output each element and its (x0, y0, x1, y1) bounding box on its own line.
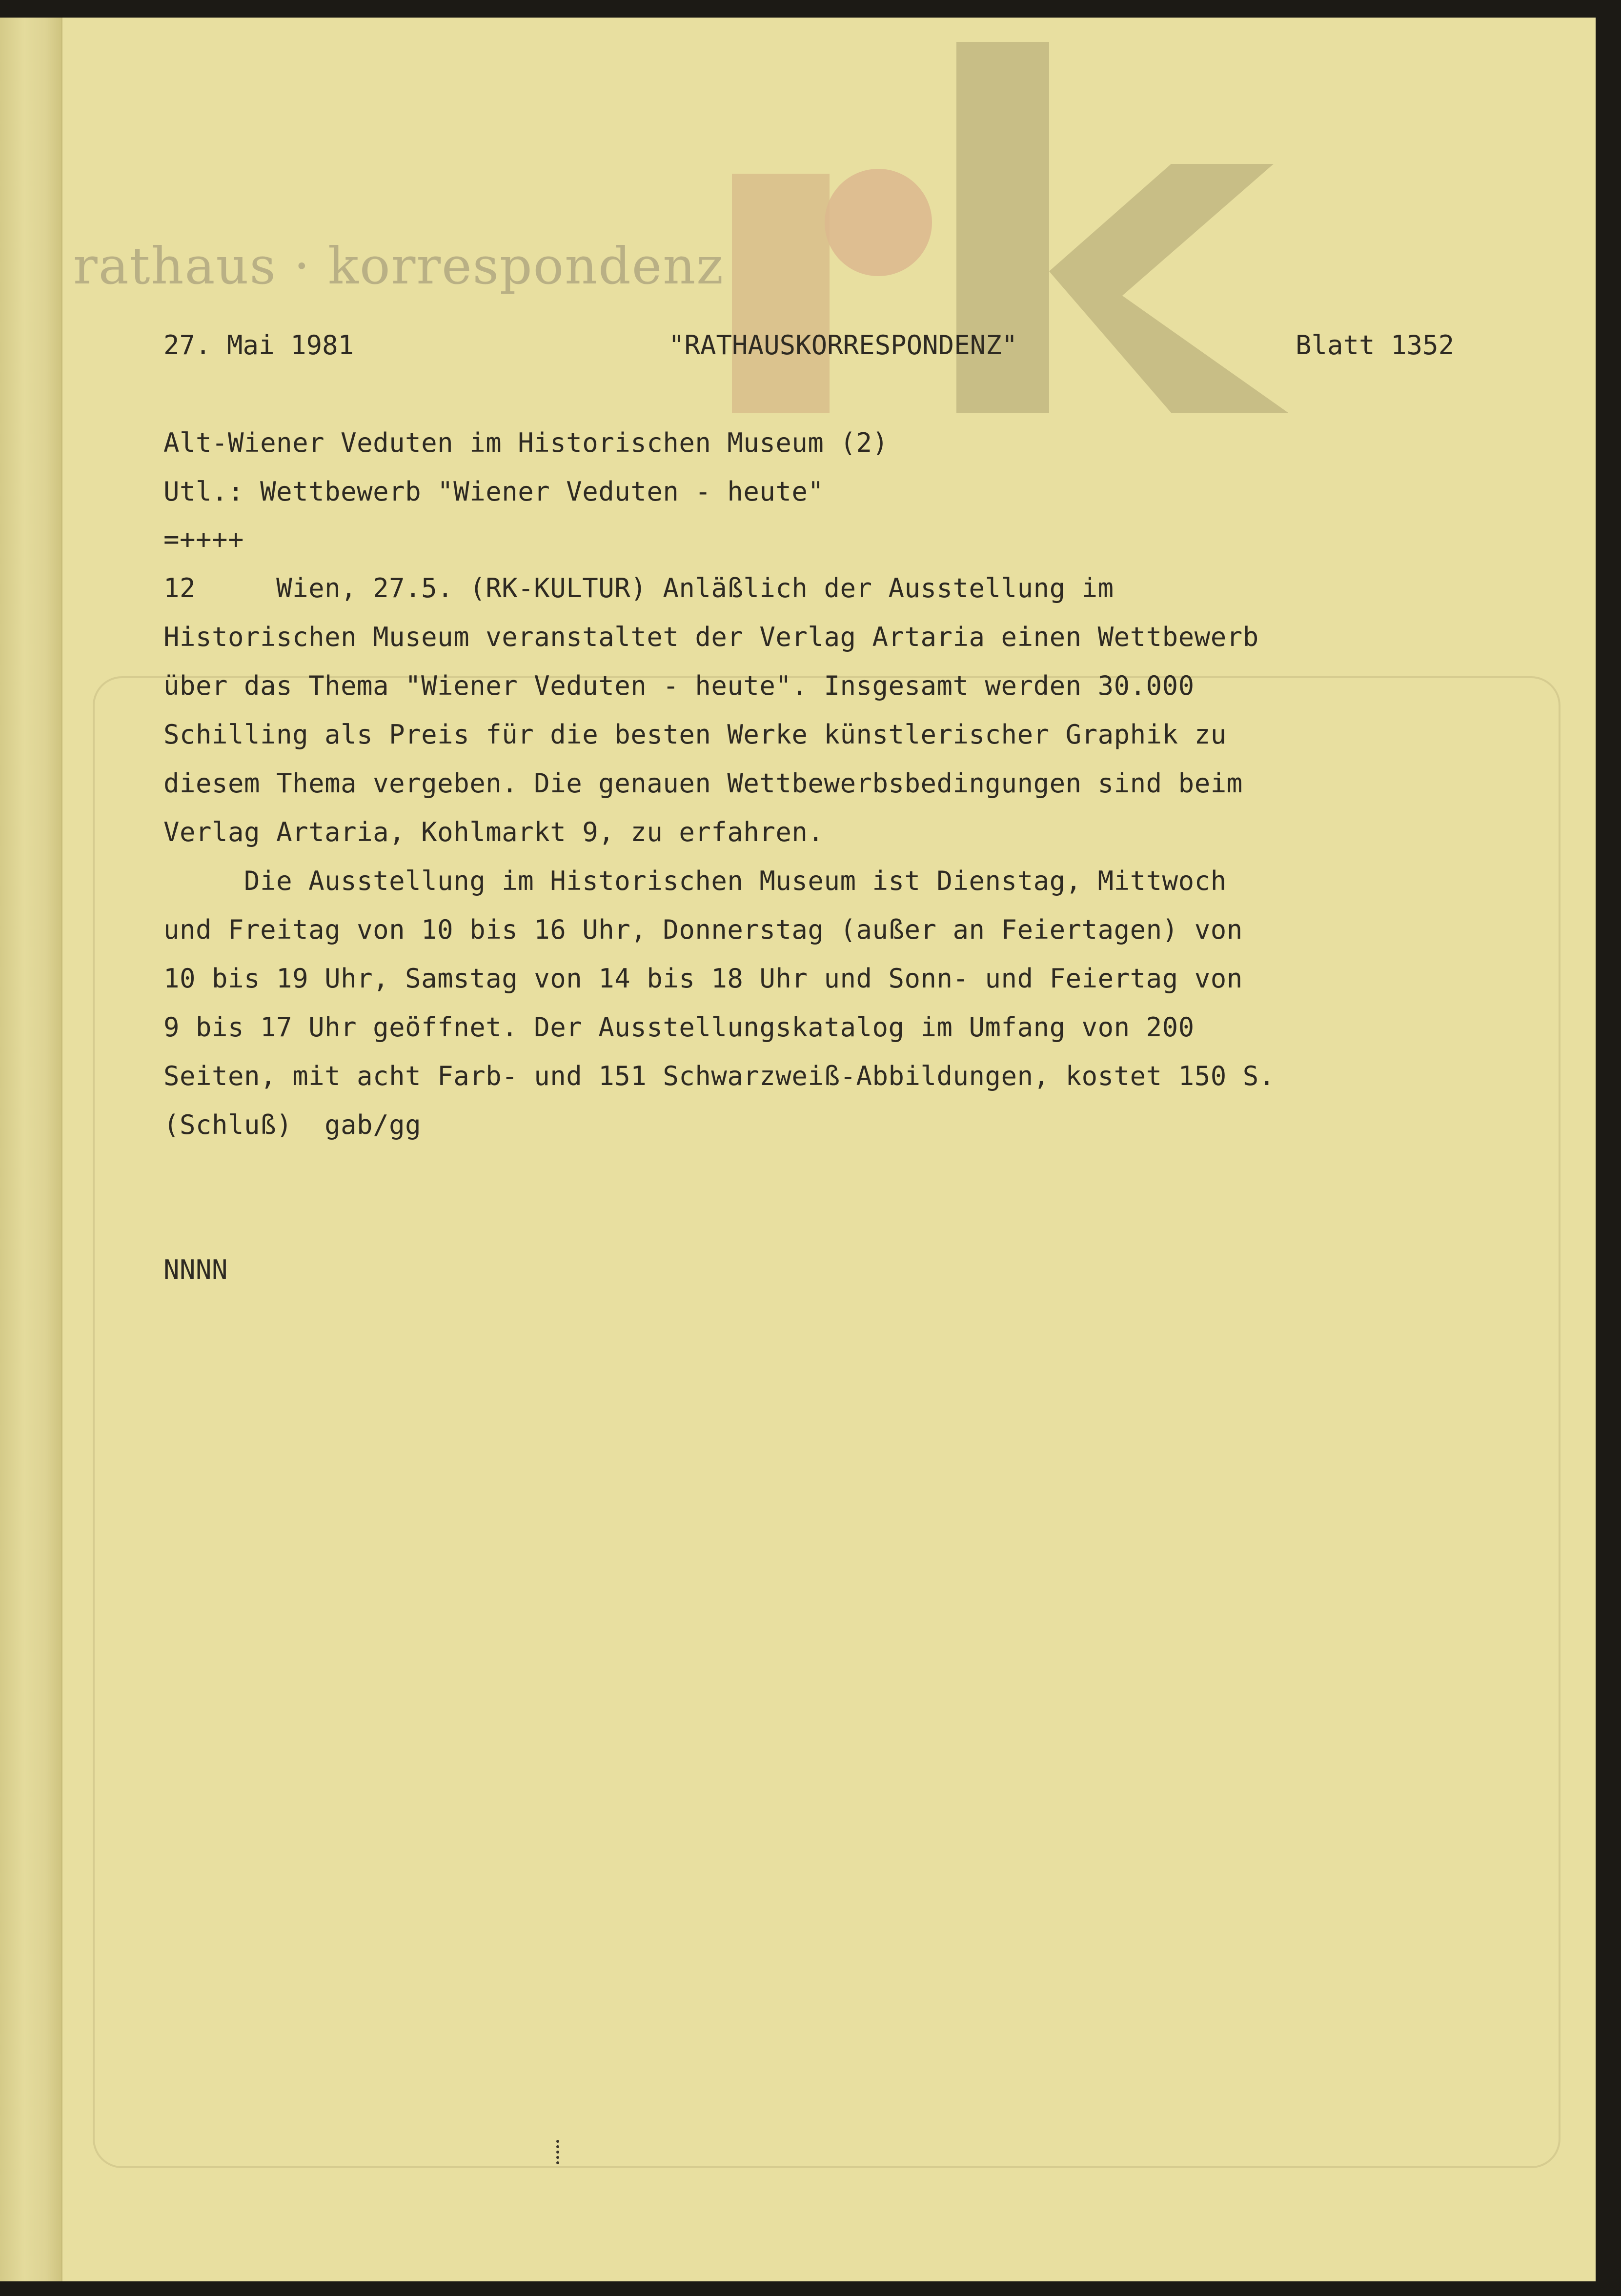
body-line: über das Thema "Wiener Veduten - heute". Insgesamt werden 30.000 (163, 670, 1195, 701)
body-line: und Freitag von 10 bis 16 Uhr, Donnerstag (außer an Feiertagen) von (163, 914, 1243, 945)
end-marker: NNNN (163, 1254, 228, 1285)
body-line: Seiten, mit acht Farb- und 151 Schwarzweiß-Abbildungen, kostet 150 S. (163, 1061, 1275, 1091)
body-line: 10 bis 19 Uhr, Samstag von 14 bis 18 Uhr und Sonn- und Feiertag von (163, 963, 1243, 994)
document-date: 27. Mai 1981 (163, 330, 354, 361)
publication-name: "RATHAUSKORRESPONDENZ" (669, 330, 1018, 361)
article-subtitle: Utl.: Wettbewerb "Wiener Veduten - heute" (163, 476, 824, 507)
body-line: Schilling als Preis für die besten Werke künstlerischer Graphik zu (163, 719, 1227, 750)
article-separator: =++++ (163, 524, 244, 555)
page-binding (0, 18, 62, 2281)
body-line: Die Ausstellung im Historischen Museum ist Dienstag, Mittwoch (163, 866, 1227, 896)
body-line: Verlag Artaria, Kohlmarkt 9, zu erfahren. (163, 817, 824, 847)
sheet-number: Blatt 1352 (1296, 330, 1455, 361)
bleed-through-box (93, 676, 1560, 2168)
document-page (0, 18, 1596, 2281)
article-title: Alt-Wiener Veduten im Historischen Museum (2) (163, 427, 889, 458)
body-line: Historischen Museum veranstaltet der Verlag Artaria einen Wettbewerb (163, 622, 1259, 652)
masthead-wordmark: rathaus · korrespondenz (73, 236, 725, 296)
paper-mark (556, 2140, 566, 2164)
body-line: 9 bis 17 Uhr geöffnet. Der Ausstellungskatalog im Umfang von 200 (163, 1012, 1195, 1043)
body-line: (Schluß) gab/gg (163, 1109, 422, 1140)
body-line: diesem Thema vergeben. Die genauen Wettbewerbsbedingungen sind beim (163, 768, 1243, 799)
body-line: 12 Wien, 27.5. (RK-KULTUR) Anläßlich der Ausstellung im (163, 573, 1114, 604)
